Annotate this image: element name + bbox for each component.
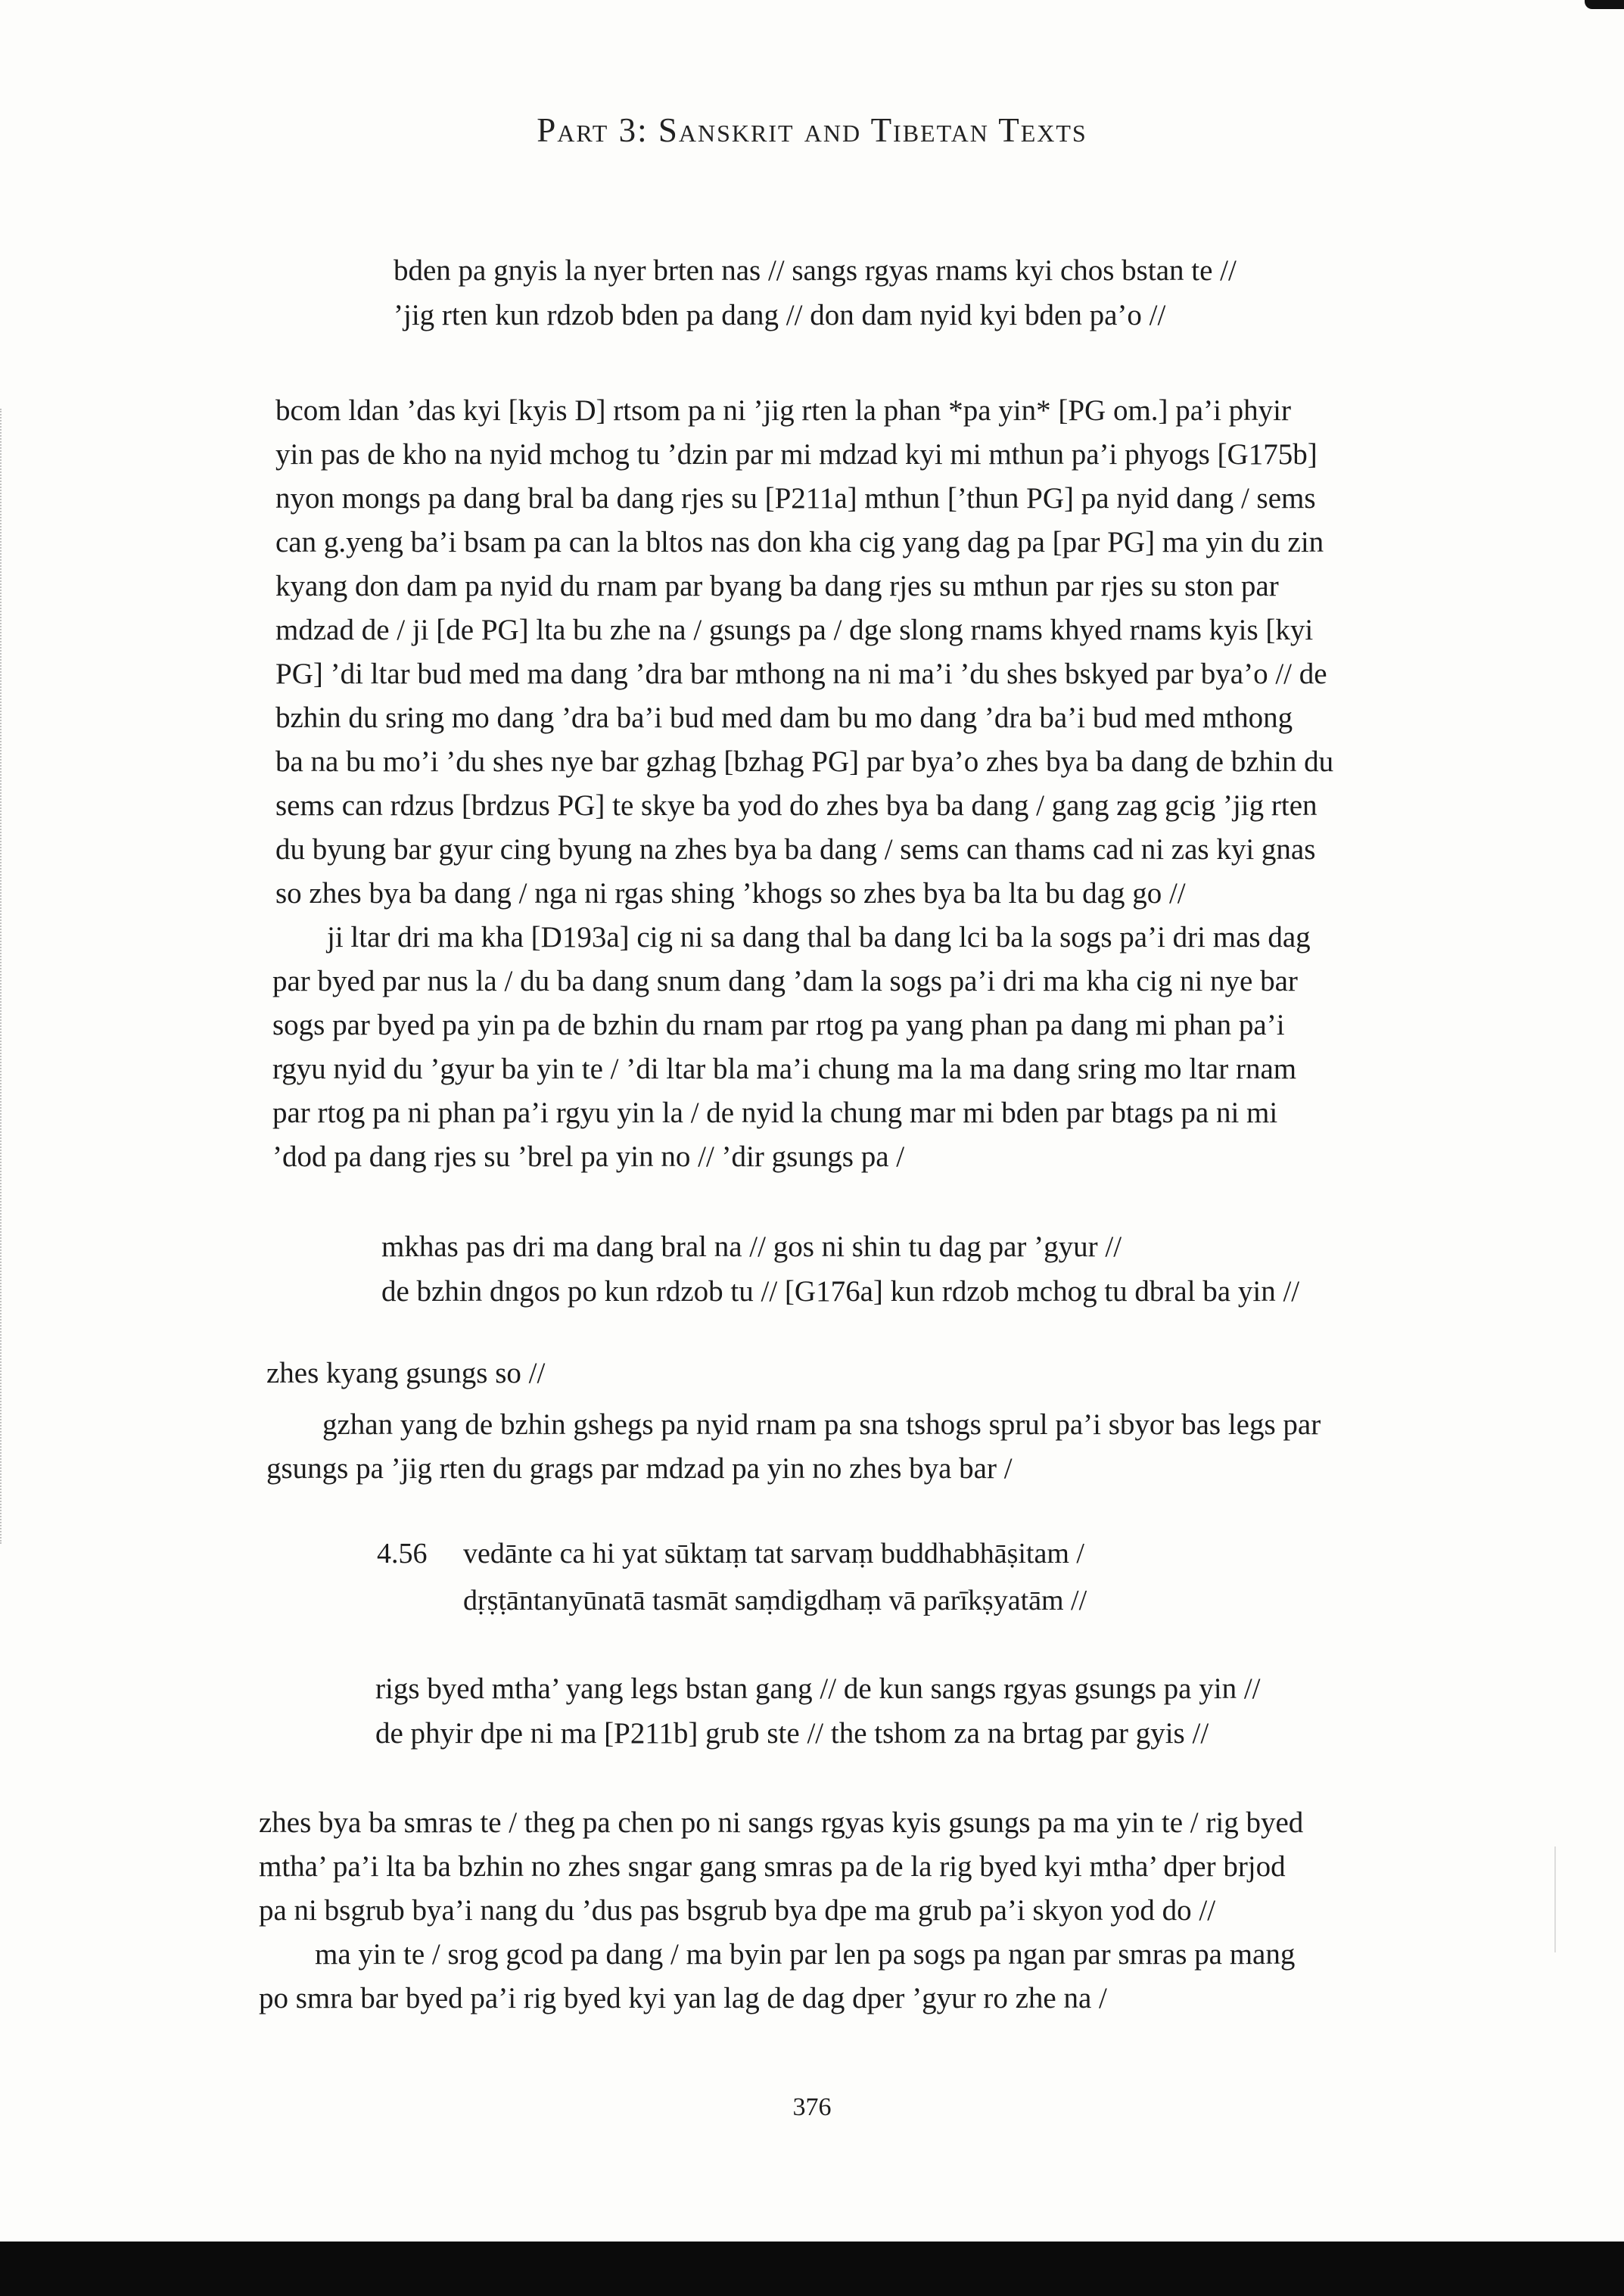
text-line: rgyu nyid du ’gyur ba yin te / ’di ltar bla ma’i chung ma la ma dang sring mo ltar rnam	[272, 1053, 1297, 1085]
text-line: kyang don dam pa nyid du rnam par byang ba dang rjes su mthun par rjes su ston par	[275, 570, 1279, 602]
sanskrit-verse	[463, 1530, 1087, 1624]
verse-line: de phyir dpe ni ma [P211b] grub ste // the tshom za na brtag par gyis //	[375, 1717, 1209, 1750]
text-line: ma yin te / srog gcod pa dang / ma byin par len pa sogs pa ngan par smras pa mang	[315, 1938, 1296, 1971]
text-line: ji ltar dri ma kha [D193a] cig ni sa dang thal ba dang lci ba la sogs pa’i dri mas dag	[327, 921, 1311, 954]
text-line: gzhan yang de bzhin gshegs pa nyid rnam pa sna tshogs sprul pa’i sbyor bas legs par	[322, 1408, 1321, 1441]
text-line: mtha’ pa’i lta ba bzhin no zhes sngar gang smras pa de la rig byed kyi mtha’ dper brjod	[259, 1850, 1286, 1883]
scan-margin-artifact	[1554, 1846, 1556, 1952]
text-line: du byung bar gyur cing byung na zhes bya ba dang / sems can thams cad ni zas kyi gnas	[275, 833, 1316, 866]
text-line: so zhes bya ba dang / nga ni rgas shing ’khogs so zhes bya ba lta bu dag go //	[275, 877, 1186, 910]
running-header: Part 3: Sanskrit and Tibetan Texts	[537, 111, 1087, 149]
verse-line: rigs byed mtha’ yang legs bstan gang // de kun sangs rgyas gsungs pa yin //	[375, 1672, 1261, 1705]
text-line: nyon mongs pa dang bral ba dang rjes su [P211a] mthun [’thun PG] pa nyid dang / sems	[275, 482, 1316, 515]
verse-block-2	[381, 1224, 1299, 1314]
verse-block-3	[375, 1666, 1261, 1756]
text-line: sogs par byed pa yin pa de bzhin du rnam par rtog pa yang phan pa dang mi phan pa’i	[272, 1009, 1285, 1041]
paragraph-6	[259, 1933, 1295, 2021]
paragraph-3	[266, 1352, 545, 1395]
sanskrit-line: vedānte ca hi yat sūktaṃ tat sarvaṃ buddhabhāṣitam /	[463, 1538, 1084, 1570]
verse-line: bden pa gnyis la nyer brten nas // sangs rgyas rnams kyi chos bstan te //	[394, 254, 1237, 287]
text-line: ’dod pa dang rjes su ’brel pa yin no // ’dir gsungs pa /	[272, 1140, 905, 1173]
text-line: bzhin du sring mo dang ’dra ba’i bud med dam bu mo dang ’dra ba’i bud med mthong	[275, 702, 1293, 734]
text-line: bcom ldan ’das kyi [kyis D] rtsom pa ni ’jig rten la phan *pa yin* [PG om.] pa’i phyir	[275, 394, 1291, 427]
paragraph-5	[259, 1801, 1303, 1933]
text-line: ba na bu mo’i ’du shes nye bar gzhag [bzhag PG] par bya’o zhes bya ba dang de bzhin du	[275, 745, 1334, 778]
text-line: can g.yeng ba’i bsam pa can la bltos nas don kha cig yang dag pa [par PG] ma yin du zin	[275, 526, 1324, 558]
text-line: pa ni bsgrub bya’i nang du ’dus pas bsgrub bya dpe ma grub pa’i skyon yod do //	[259, 1894, 1216, 1927]
verse-block-1	[394, 248, 1237, 338]
scan-edge-artifact	[0, 409, 6, 1544]
text-line: yin pas de kho na nyid mchog tu ’dzin par mi mdzad kyi mi mthun pa’i phyogs [G175b]	[275, 438, 1318, 471]
scan-corner-mark	[1585, 0, 1624, 9]
text-line: zhes kyang gsungs so //	[266, 1357, 546, 1389]
paragraph-2	[272, 916, 1311, 1179]
text-line: mdzad de / ji [de PG] lta bu zhe na / gsungs pa / dge slong rnams khyed rnams kyis [kyi	[275, 614, 1314, 646]
text-line: PG] ’di ltar bud med ma dang ’dra bar mthong na ni ma’i ’du shes bskyed par bya’o // de	[275, 658, 1327, 690]
text-line: zhes bya ba smras te / theg pa chen po ni sangs rgyas kyis gsungs pa ma yin te / rig byed	[259, 1806, 1304, 1839]
verse-line: ’jig rten kun rdzob bden pa dang // don dam nyid kyi bden pa’o //	[394, 299, 1166, 331]
verse-line: mkhas pas dri ma dang bral na // gos ni shin tu dag par ’gyur //	[381, 1230, 1122, 1263]
text-line: sems can rdzus [brdzus PG] te skye ba yod do zhes bya ba dang / gang zag gcig ’jig rten	[275, 789, 1318, 822]
text-line: par byed par nus la / du ba dang snum dang ’dam la sogs pa’i dri ma kha cig ni nye bar	[272, 965, 1298, 997]
verse-number: 4.56	[377, 1538, 428, 1570]
verse-line: de bzhin dngos po kun rdzob tu // [G176a] kun rdzob mchog tu dbral ba yin //	[381, 1275, 1300, 1308]
paragraph-1	[275, 389, 1333, 916]
paragraph-4	[266, 1403, 1321, 1491]
text-line: po smra bar byed pa’i rig byed kyi yan lag de dag dper ’gyur ro zhe na /	[259, 1982, 1107, 2014]
page-number: 376	[792, 2093, 832, 2121]
text-line: gsungs pa ’jig rten du grags par mdzad pa yin no zhes bya bar /	[266, 1452, 1013, 1485]
text-line: par rtog pa ni phan pa’i rgyu yin la / de nyid la chung mar mi bden par btags pa ni mi	[272, 1097, 1278, 1129]
sanskrit-line: dṛṣṭāntanyūnatā tasmāt saṃdigdhaṃ vā parīkṣyatām //	[463, 1585, 1087, 1616]
scan-bottom-border	[0, 2242, 1624, 2296]
